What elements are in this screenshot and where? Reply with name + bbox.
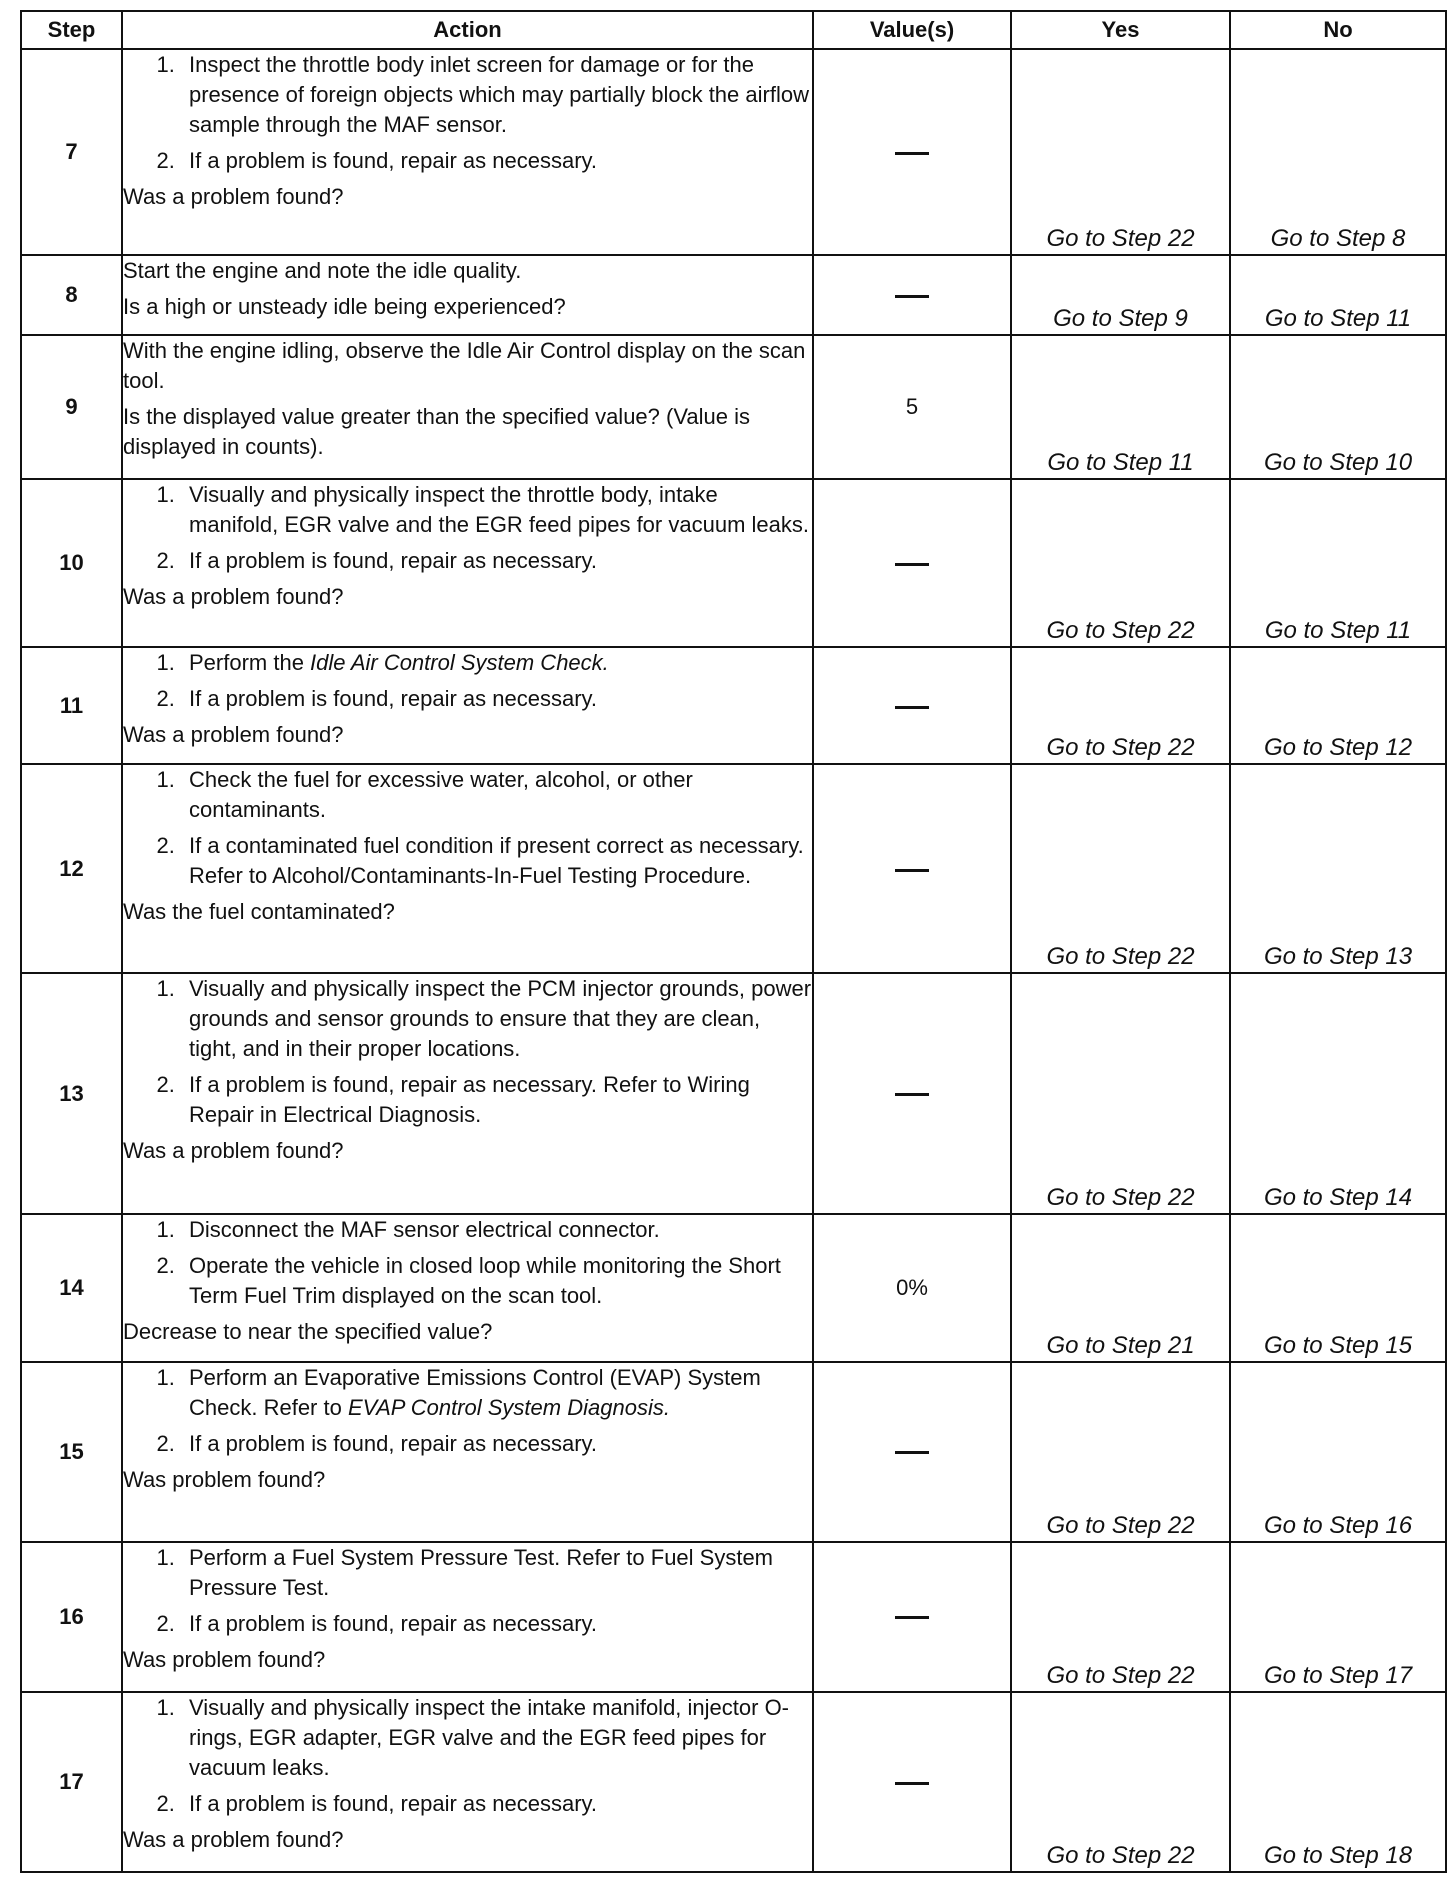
action-list	[123, 1543, 812, 1639]
value-cell	[813, 49, 1011, 255]
value-cell: 5	[813, 335, 1011, 479]
no-link[interactable]: Go to Step 14	[1230, 973, 1446, 1213]
table-row	[21, 1542, 1446, 1692]
value-cell	[813, 1692, 1011, 1872]
action-cell	[122, 973, 813, 1213]
yes-link[interactable]: Go to Step 22	[1011, 479, 1230, 647]
action-item-text: Perform the	[189, 650, 311, 676]
no-value-dash	[895, 706, 929, 709]
action-item: 1. Inspect the throttle body inlet screen for damage or for the presence of foreign objects which may partially block the airflow sample through the MAF sensor.	[181, 50, 812, 140]
action-line: With the engine idling, observe the Idle Air Control display on the scan tool.	[123, 338, 806, 394]
no-value-dash	[895, 869, 929, 872]
no-value-dash	[895, 1616, 929, 1619]
value-cell	[813, 1362, 1011, 1542]
action-item: 2. If a problem is found, repair as necessary.	[181, 146, 812, 176]
value-cell	[813, 973, 1011, 1213]
action-item	[181, 648, 812, 678]
table-row	[21, 1692, 1446, 1872]
action-question: Was problem found?	[123, 1466, 326, 1492]
action-list	[123, 1363, 812, 1459]
header-yes: Yes	[1011, 11, 1230, 49]
yes-link[interactable]: Go to Step 22	[1011, 1692, 1230, 1872]
header-values: Value(s)	[813, 11, 1011, 49]
action-item: 2. If a contaminated fuel condition if present correct as necessary. Refer to Alcohol/Contaminants-In-Fuel Testing Procedure.	[181, 831, 812, 891]
yes-link[interactable]: Go to Step 21	[1011, 1214, 1230, 1362]
action-question: Was problem found?	[123, 1646, 326, 1672]
action-list	[123, 50, 812, 176]
step-number: 17	[21, 1692, 122, 1872]
no-value-dash	[895, 152, 929, 155]
step-number: 7	[21, 49, 122, 255]
value-cell	[813, 1542, 1011, 1692]
header-no: No	[1230, 11, 1446, 49]
action-cell	[122, 647, 813, 764]
step-number: 16	[21, 1542, 122, 1692]
action-list	[123, 480, 812, 576]
action-cell	[122, 49, 813, 255]
value-cell	[813, 479, 1011, 647]
no-link[interactable]: Go to Step 15	[1230, 1214, 1446, 1362]
action-cell	[122, 1214, 813, 1362]
no-value-dash	[895, 1451, 929, 1454]
action-question: Is a high or unsteady idle being experienced?	[123, 294, 566, 320]
action-item: 1. Visually and physically inspect the throttle body, intake manifold, EGR valve and the EGR feed pipes for vacuum leaks.	[181, 480, 812, 540]
yes-link[interactable]: Go to Step 22	[1011, 764, 1230, 973]
action-item: 2. If a problem is found, repair as necessary.	[181, 1789, 812, 1819]
action-item: 1. Check the fuel for excessive water, alcohol, or other contaminants.	[181, 765, 812, 825]
table-row	[21, 255, 1446, 335]
action-cell	[122, 1542, 813, 1692]
yes-link[interactable]: Go to Step 11	[1011, 335, 1230, 479]
no-link[interactable]: Go to Step 17	[1230, 1542, 1446, 1692]
action-item: 2. Operate the vehicle in closed loop while monitoring the Short Term Fuel Trim displayed on the scan tool.	[181, 1251, 812, 1311]
table-row	[21, 764, 1446, 973]
step-number: 8	[21, 255, 122, 335]
no-value-dash	[895, 295, 929, 298]
action-list	[123, 765, 812, 891]
action-question: Was a problem found?	[123, 1138, 344, 1164]
step-number: 11	[21, 647, 122, 764]
action-question: Was the fuel contaminated?	[123, 899, 395, 925]
yes-link[interactable]: Go to Step 22	[1011, 647, 1230, 764]
action-cell	[122, 1692, 813, 1872]
table-row	[21, 49, 1446, 255]
action-cell	[122, 1362, 813, 1542]
table-row	[21, 1214, 1446, 1362]
header-action: Action	[122, 11, 813, 49]
table-row	[21, 479, 1446, 647]
step-number: 14	[21, 1214, 122, 1362]
step-number: 9	[21, 335, 122, 479]
no-link[interactable]: Go to Step 13	[1230, 764, 1446, 973]
no-link[interactable]: Go to Step 16	[1230, 1362, 1446, 1542]
action-cell	[122, 335, 813, 479]
action-question: Was a problem found?	[123, 1826, 344, 1852]
no-link[interactable]: Go to Step 18	[1230, 1692, 1446, 1872]
header-step: Step	[21, 11, 122, 49]
no-value-dash	[895, 1093, 929, 1096]
no-value-dash	[895, 563, 929, 566]
yes-link[interactable]: Go to Step 22	[1011, 1542, 1230, 1692]
value-cell	[813, 764, 1011, 973]
action-list	[123, 1693, 812, 1819]
no-link[interactable]: Go to Step 11	[1230, 255, 1446, 335]
table-row	[21, 335, 1446, 479]
procedure-reference: Idle Air Control System Check.	[310, 650, 609, 676]
action-item: 1. Visually and physically inspect the PCM injector grounds, power grounds and sensor grounds to ensure that they are clean, tight, and in their proper locations.	[181, 974, 812, 1064]
step-number: 15	[21, 1362, 122, 1542]
no-link[interactable]: Go to Step 8	[1230, 49, 1446, 255]
action-item: 2. If a problem is found, repair as necessary.	[181, 1429, 812, 1459]
action-item: 2. If a problem is found, repair as necessary.	[181, 684, 812, 714]
step-number: 13	[21, 973, 122, 1213]
diagnostic-table	[20, 10, 1447, 1873]
action-cell	[122, 764, 813, 973]
no-link[interactable]: Go to Step 12	[1230, 647, 1446, 764]
action-item: 1. Disconnect the MAF sensor electrical connector.	[181, 1215, 812, 1245]
no-link[interactable]: Go to Step 11	[1230, 479, 1446, 647]
action-cell	[122, 479, 813, 647]
action-item: 1. Visually and physically inspect the intake manifold, injector O-rings, EGR adapter, EGR valve and the EGR feed pipes for vacuum leaks.	[181, 1693, 812, 1783]
action-item: 2. If a problem is found, repair as necessary.	[181, 546, 812, 576]
value-cell: 0%	[813, 1214, 1011, 1362]
action-item	[181, 1363, 812, 1423]
table-row	[21, 1362, 1446, 1542]
action-cell	[122, 255, 813, 335]
no-link[interactable]: Go to Step 10	[1230, 335, 1446, 479]
action-list	[123, 974, 812, 1130]
action-question: Was a problem found?	[123, 722, 344, 748]
yes-link[interactable]: Go to Step 22	[1011, 1362, 1230, 1542]
value-cell	[813, 255, 1011, 335]
yes-link[interactable]: Go to Step 22	[1011, 973, 1230, 1213]
action-question: Decrease to near the specified value?	[123, 1318, 493, 1344]
action-list	[123, 1215, 812, 1311]
step-number: 12	[21, 764, 122, 973]
action-line: Start the engine and note the idle quality.	[123, 258, 522, 284]
no-value-dash	[895, 1782, 929, 1785]
value-cell	[813, 647, 1011, 764]
yes-link[interactable]: Go to Step 22	[1011, 49, 1230, 255]
table-row	[21, 647, 1446, 764]
action-item: 2. If a problem is found, repair as necessary. Refer to Wiring Repair in Electrical Diagnosis.	[181, 1070, 812, 1130]
action-question: Was a problem found?	[123, 584, 344, 610]
action-question: Is the displayed value greater than the specified value? (Value is displayed in counts).	[123, 404, 750, 460]
action-item: 1. Perform a Fuel System Pressure Test. Refer to Fuel System Pressure Test.	[181, 1543, 812, 1603]
step-number: 10	[21, 479, 122, 647]
table-row	[21, 973, 1446, 1213]
action-list	[123, 648, 812, 714]
action-item-text: Perform an Evaporative Emissions Control (EVAP) System Check. Refer to	[189, 1364, 761, 1420]
header-row	[21, 11, 1446, 49]
yes-link[interactable]: Go to Step 9	[1011, 255, 1230, 335]
procedure-reference: EVAP Control System Diagnosis.	[347, 1394, 670, 1420]
action-item: 2. If a problem is found, repair as necessary.	[181, 1609, 812, 1639]
action-question: Was a problem found?	[123, 184, 344, 209]
